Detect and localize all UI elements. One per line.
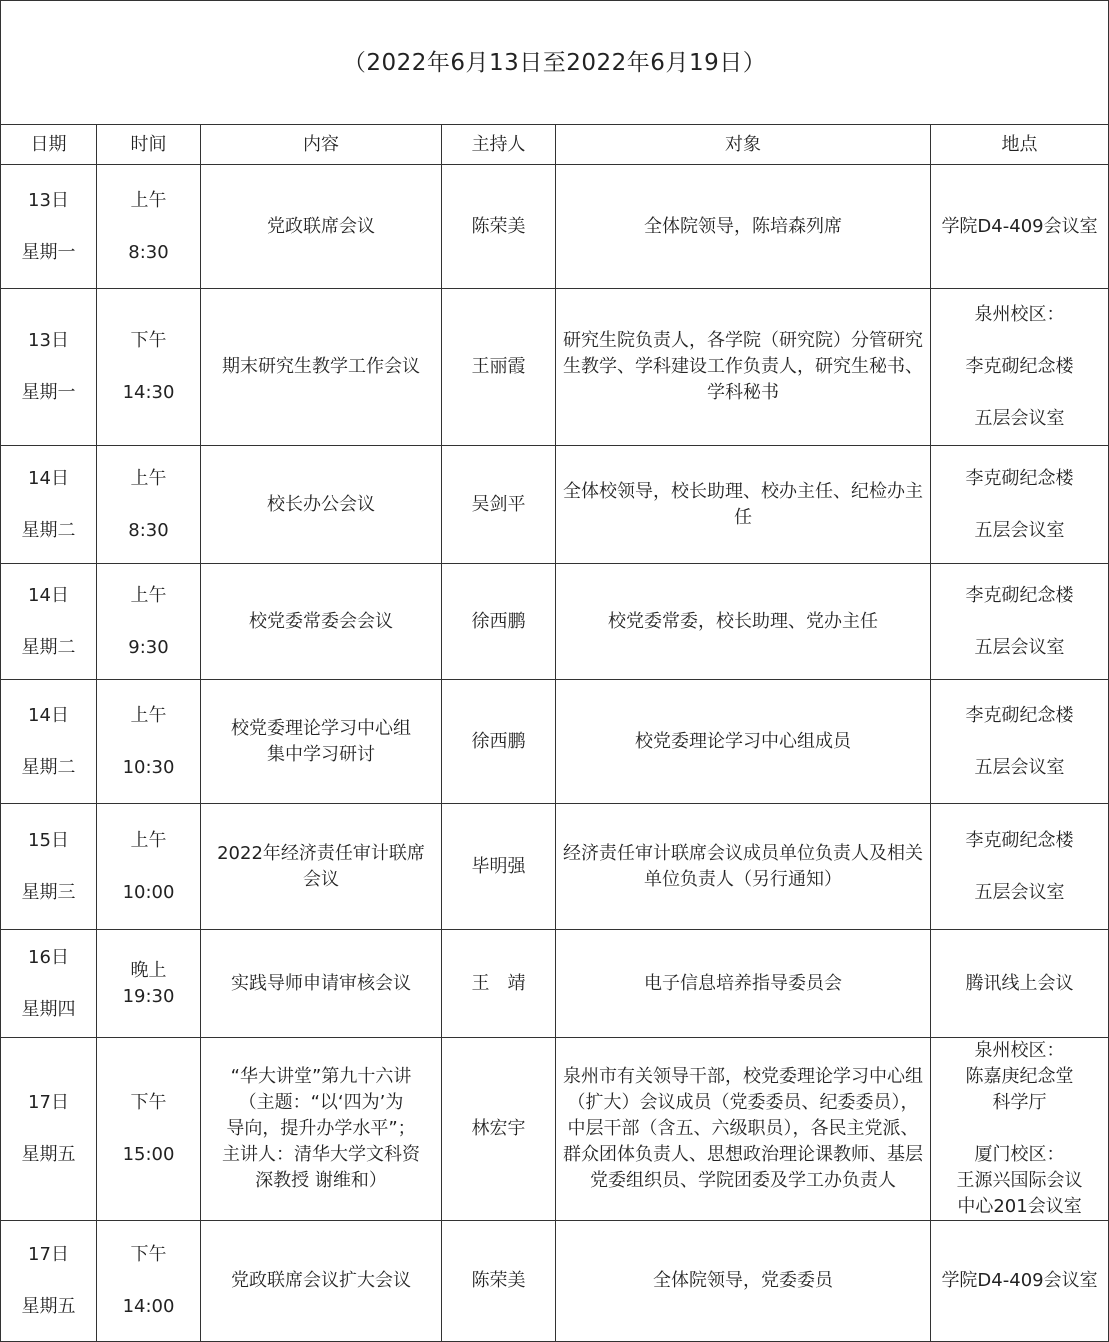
date-cell: 14日 星期二 (1, 680, 97, 804)
host-cell: 陈荣美 (442, 1221, 556, 1342)
place-cell: 腾讯线上会议 (931, 930, 1109, 1038)
target-cell: 电子信息培养指导委员会 (556, 930, 931, 1038)
time-cell: 下午 15:00 (97, 1038, 201, 1221)
content-cell: 2022年经济责任审计联席 会议 (201, 804, 442, 930)
content-cell: 校党委理论学习中心组 集中学习研讨 (201, 680, 442, 804)
date-cell: 14日 星期二 (1, 564, 97, 680)
place-cell: 学院D4-409会议室 (931, 165, 1109, 289)
target-cell: 校党委理论学习中心组成员 (556, 680, 931, 804)
date-cell: 17日 星期五 (1, 1221, 97, 1342)
host-cell: 林宏宇 (442, 1038, 556, 1221)
place-cell: 李克砌纪念楼 五层会议室 (931, 804, 1109, 930)
time-cell: 下午 14:30 (97, 289, 201, 446)
content-cell: 校长办公会议 (201, 446, 442, 564)
content-cell: 实践导师申请审核会议 (201, 930, 442, 1038)
date-cell: 15日 星期三 (1, 804, 97, 930)
host-cell: 徐西鹏 (442, 680, 556, 804)
date-cell: 16日 星期四 (1, 930, 97, 1038)
time-cell: 上午 8:30 (97, 446, 201, 564)
table-row (1, 930, 1109, 1038)
table-row (1, 804, 1109, 930)
header-host: 主持人 (442, 125, 556, 165)
time-cell: 晚上 19:30 (97, 930, 201, 1038)
header-target: 对象 (556, 125, 931, 165)
place-cell: 李克砌纪念楼 五层会议室 (931, 680, 1109, 804)
table-row (1, 289, 1109, 446)
target-cell: 经济责任审计联席会议成员单位负责人及相关单位负责人（另行通知） (556, 804, 931, 930)
table-row (1, 446, 1109, 564)
header-place: 地点 (931, 125, 1109, 165)
place-cell: 李克砌纪念楼 五层会议室 (931, 446, 1109, 564)
place-cell: 学院D4-409会议室 (931, 1221, 1109, 1342)
table-row (1, 680, 1109, 804)
host-cell: 徐西鹏 (442, 564, 556, 680)
time-cell: 上午 8:30 (97, 165, 201, 289)
target-cell: 研究生院负责人，各学院（研究院）分管研究生教学、学科建设工作负责人，研究生秘书、学科秘书 (556, 289, 931, 446)
header-date: 日期 (1, 125, 97, 165)
place-cell: 李克砌纪念楼 五层会议室 (931, 564, 1109, 680)
table-row (1, 1038, 1109, 1221)
time-cell: 上午 10:30 (97, 680, 201, 804)
content-cell: 期末研究生教学工作会议 (201, 289, 442, 446)
target-cell: 校党委常委，校长助理、党办主任 (556, 564, 931, 680)
target-cell: 全体院领导，陈培森列席 (556, 165, 931, 289)
header-time: 时间 (97, 125, 201, 165)
content-cell: 校党委常委会会议 (201, 564, 442, 680)
header-content: 内容 (201, 125, 442, 165)
time-cell: 上午 9:30 (97, 564, 201, 680)
host-cell: 王丽霞 (442, 289, 556, 446)
host-cell: 吴剑平 (442, 446, 556, 564)
time-cell: 下午 14:00 (97, 1221, 201, 1342)
date-cell: 14日 星期二 (1, 446, 97, 564)
host-cell: 毕明强 (442, 804, 556, 930)
host-cell: 陈荣美 (442, 165, 556, 289)
time-cell: 上午 10:00 (97, 804, 201, 930)
table-row (1, 165, 1109, 289)
content-cell: 党政联席会议 (201, 165, 442, 289)
host-cell: 王 靖 (442, 930, 556, 1038)
place-cell: 泉州校区： 陈嘉庚纪念堂 科学厅 厦门校区： 王源兴国际会议 中心201会议室 (931, 1038, 1109, 1221)
target-cell: 全体院领导，党委委员 (556, 1221, 931, 1342)
target-cell: 泉州市有关领导干部，校党委理论学习中心组（扩大）会议成员（党委委员、纪委委员），中层干部（含五、六级职员），各民主党派、群众团体负责人、思想政治理论课教师、基层党委组织员、学院团委及学工办负责人 (556, 1038, 931, 1221)
date-cell: 13日 星期一 (1, 289, 97, 446)
table-row (1, 1221, 1109, 1342)
content-cell: “华大讲堂”第九十六讲 （主题：“以‘四为’为 导向，提升办学水平”； 主讲人：清华大学文科资 深教授 谢维和） (201, 1038, 442, 1221)
date-cell: 17日 星期五 (1, 1038, 97, 1221)
table-row (1, 564, 1109, 680)
target-cell: 全体校领导，校长助理、校办主任、纪检办主任 (556, 446, 931, 564)
header-row (1, 125, 1109, 165)
date-cell: 13日 星期一 (1, 165, 97, 289)
place-cell: 泉州校区： 李克砌纪念楼 五层会议室 (931, 289, 1109, 446)
content-cell: 党政联席会议扩大会议 (201, 1221, 442, 1342)
schedule-title: （2022年6月13日至2022年6月19日） (1, 1, 1109, 125)
